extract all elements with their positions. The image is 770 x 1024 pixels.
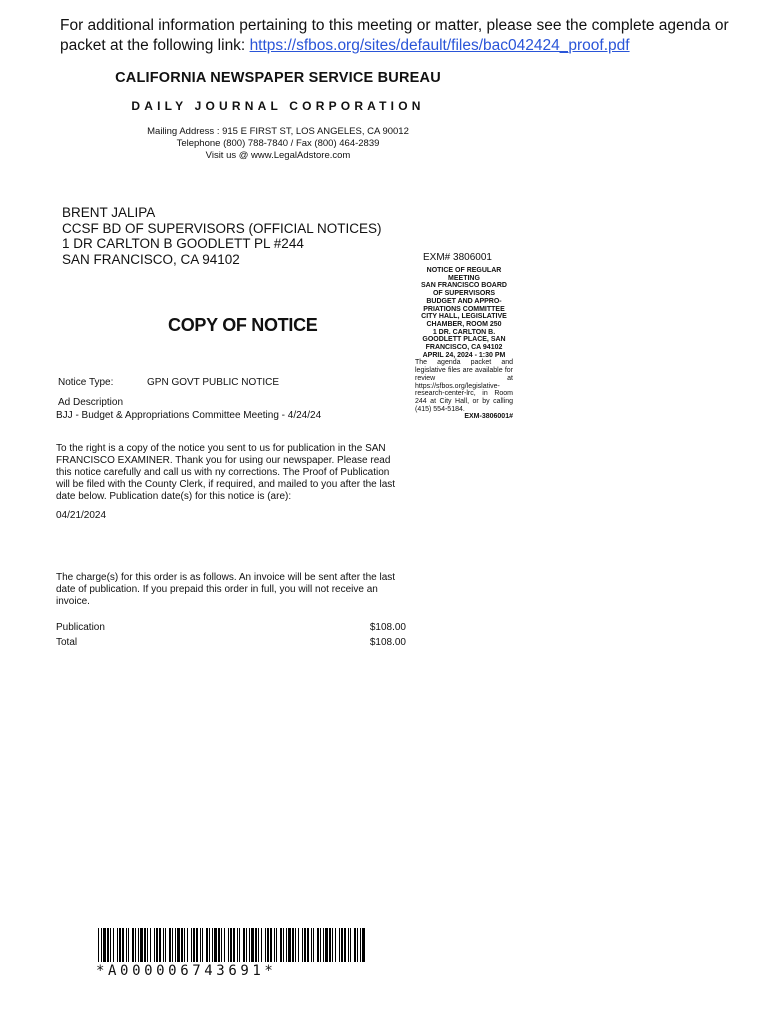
notice-type-value: GPN GOVT PUBLIC NOTICE: [147, 377, 280, 388]
contact-block: [0, 126, 556, 162]
recipient-address: [62, 205, 382, 267]
charge-label-total: Total: [56, 637, 78, 648]
exm-number: EXM# 3806001: [423, 252, 492, 263]
notice-heading-line: CHAMBER, ROOM 250: [426, 320, 502, 328]
charge-amount-total: $108.00: [369, 637, 406, 648]
notice-heading-line: PRIATIONS COMMITTEE: [423, 305, 505, 313]
legal-notice-column: [415, 267, 513, 421]
ad-description-label: Ad Description: [58, 397, 124, 408]
notice-heading-line: GOODLETT PLACE, SAN: [422, 336, 506, 344]
telephone-fax: Telephone (800) 788-7840 / Fax (800) 464-2839: [176, 138, 380, 149]
notice-heading-line: MEETING: [448, 274, 480, 282]
website-line: Visit us @ www.LegalAdstore.com: [205, 150, 351, 161]
recipient-line: SAN FRANCISCO, CA 94102: [62, 251, 240, 267]
notice-body-paragraph: To the right is a copy of the notice you sent to us for publication in the SAN FRANCISCO EXAMINER. Thank you for using our newspaper. Please read this notice carefully and call us with ny corrections. The Proof of Publication will be filed with the County Clerk, if required, and mailed to you after the last date below. Publication date(s) for this notice is (are):: [56, 443, 396, 502]
recipient-line: CCSF BD OF SUPERVISORS (OFFICIAL NOTICES): [62, 220, 382, 236]
recipient-line: BRENT JALIPA: [62, 205, 156, 220]
notice-footer: EXM-3806001#: [464, 413, 513, 421]
copy-of-notice-title: COPY OF NOTICE: [168, 315, 318, 335]
notice-heading-line: 1 DR. CARLTON B.: [432, 328, 496, 336]
notice-heading-line: SAN FRANCISCO BOARD: [421, 282, 507, 290]
charge-amount-publication: $108.00: [369, 622, 406, 633]
notice-heading-line: OF SUPERVISORS: [432, 290, 496, 298]
notice-heading-line: NOTICE OF REGULAR: [426, 267, 502, 274]
notice-heading-line: FRANCISCO, CA 94102: [425, 344, 503, 352]
recipient-line: 1 DR CARLTON B GOODLETT PL #244: [62, 236, 304, 251]
barcode-graphic: [98, 928, 368, 962]
barcode-text: *A000006743691*: [96, 963, 277, 979]
publication-date: 04/21/2024: [56, 510, 107, 521]
notice-body: The agenda packet and legislative files are available for review at https://sfbos.org/legislative-research-center-lrc, in Room 244 at City Hall, or by calling (415) 554-5184.: [415, 359, 513, 413]
notice-heading-line: APRIL 24, 2024 - 1:30 PM: [422, 351, 506, 359]
notice-type-label: Notice Type:: [58, 377, 114, 388]
agenda-packet-link[interactable]: https://sfbos.org/sites/default/files/bac042424_proof.pdf: [249, 37, 630, 54]
ad-description-value: BJJ - Budget & Appropriations Committee Meeting - 4/24/24: [56, 410, 322, 421]
corporation-name: DAILY JOURNAL CORPORATION: [131, 99, 425, 113]
agenda-note-text: For additional information pertaining to this meeting or matter, please see the complete agenda or packet at the following link:: [60, 17, 729, 54]
bureau-name: CALIFORNIA NEWSPAPER SERVICE BUREAU: [115, 70, 441, 86]
agenda-link-note: [60, 16, 740, 56]
mailing-address: Mailing Address : 915 E FIRST ST, LOS ANGELES, CA 90012: [147, 126, 409, 137]
charge-label-publication: Publication: [56, 622, 105, 633]
notice-heading-line: BUDGET AND APPRO-: [426, 297, 502, 305]
charges-paragraph: The charge(s) for this order is as follows. An invoice will be sent after the last date of publication. If you prepaid this order in full, you will not receive an invoice.: [56, 572, 396, 607]
notice-heading-line: CITY HALL, LEGISLATIVE: [421, 313, 507, 321]
